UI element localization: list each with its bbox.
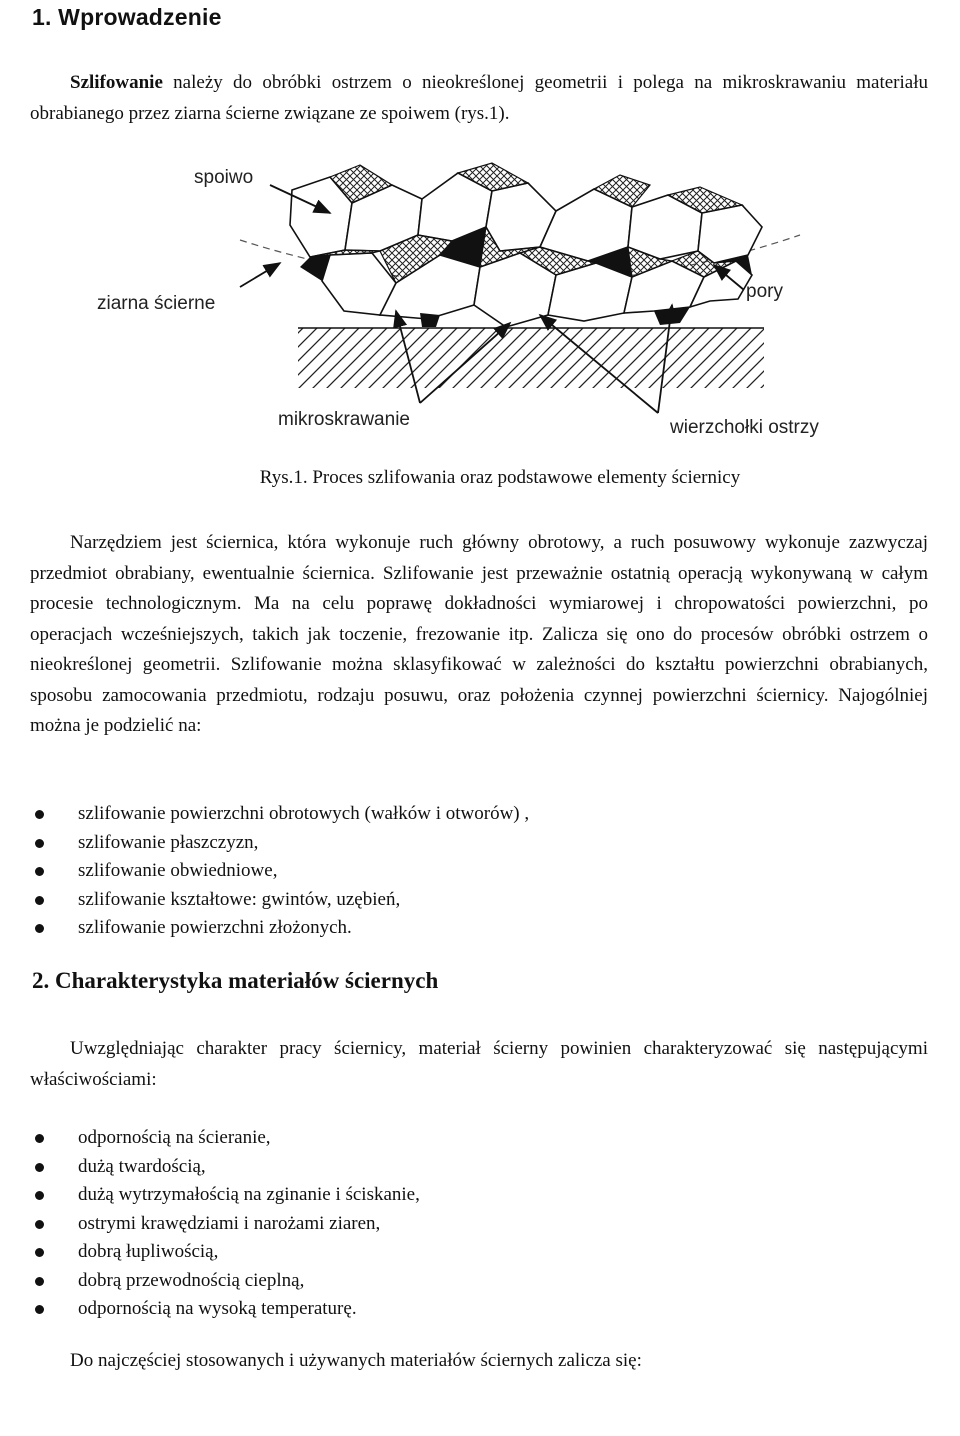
label-spoiwo: spoiwo [194, 167, 254, 188]
list-item: ostrymi krawędziami i narożami ziaren, [30, 1210, 420, 1239]
list-item: odpornością na ścieranie, [30, 1124, 420, 1153]
bullet-icon [35, 896, 44, 905]
figure-caption: Rys.1. Proces szlifowania oraz podstawowe elementy ściernicy [259, 467, 741, 488]
list-item: szlifowanie płaszczyzn, [30, 829, 529, 858]
bullet-icon [35, 1163, 44, 1172]
list-item: dobrą przewodnością cieplną, [30, 1267, 420, 1296]
bullet-icon [35, 1305, 44, 1314]
list-item: szlifowanie powierzchni złożonych. [30, 914, 529, 943]
bullet-icon [35, 867, 44, 876]
bullet-icon [35, 810, 44, 819]
arrow-ziarna [240, 263, 280, 287]
abrasive-properties-list [30, 1124, 420, 1324]
label-pory: pory [746, 281, 783, 302]
bullet-icon [35, 1220, 44, 1229]
workpiece-hatch [298, 328, 764, 388]
closing-paragraph: Do najczęściej stosowanych i używanych materiałów ściernych zalicza się: [70, 1350, 642, 1371]
list-item: odpornością na wysoką temperaturę. [30, 1295, 420, 1324]
intro-bold-term: Szlifowanie [70, 72, 163, 93]
section-1-heading: 1. Wprowadzenie [32, 4, 222, 30]
bullet-icon [35, 924, 44, 933]
grinding-types-list [30, 800, 529, 943]
paragraph-abrasive-properties: Uwzględniając charakter pracy ściernicy, materiał ścierny powinien charakteryzować się następującymi właściwościami: [30, 1038, 928, 1090]
label-ziarna-scierne: ziarna ścierne [97, 293, 216, 314]
list-item: szlifowanie powierzchni obrotowych (wałków i otworów) , [30, 800, 529, 829]
list-item: dużą twardością, [30, 1153, 420, 1182]
bullet-icon [35, 1277, 44, 1286]
label-mikroskrawanie: mikroskrawanie [278, 409, 410, 430]
bullet-icon [35, 839, 44, 848]
list-item: szlifowanie kształtowe: gwintów, uzębień, [30, 886, 529, 915]
list-item: szlifowanie obwiedniowe, [30, 857, 529, 886]
label-wierzcholki-ostrzy: wierzchołki ostrzy [670, 417, 819, 438]
grinding-figure [0, 155, 960, 460]
intro-paragraph [30, 68, 928, 129]
paragraph-grinding-description: Narzędziem jest ściernica, która wykonuje ruch główny obrotowy, a ruch posuwowy wykonuje zazwyczaj przedmiot obrabiany, ewentualnie ściernica. Szlifowanie jest przeważnie ostatnią operacją wykonywaną w całym procesie technologicznym. Ma na celu poprawę dokładności wymiarowej i chropowatości powierzchni, po operacjach wcześniejszych, takich jak toczenie, frezowanie itp. Zalicza się ono do procesów obróbki ostrzem o nieokreślonej geometrii. Szlifowanie można sklasyfikować w zależności do kształtu powierzchni obrabianych, sposobu zamocowania przedmiotu, rodzaju posuwu, oraz położenia czynnej powierzchni ściernicy. Najogólniej można je podzielić na: [30, 532, 928, 736]
list-item: dobrą łupliwością, [30, 1238, 420, 1267]
section-2-heading: 2. Charakterystyka materiałów ściernych [32, 968, 439, 993]
bullet-icon [35, 1248, 44, 1257]
intro-text: należy do obróbki ostrzem o nieokreślonej geometrii i polega na mikroskrawaniu materiału obrabianego przez ziarna ścierne związane ze spoiwem (rys.1). [30, 72, 928, 124]
bullet-icon [35, 1191, 44, 1200]
list-item: dużą wytrzymałością na zginanie i ściskanie, [30, 1181, 420, 1210]
bullet-icon [35, 1134, 44, 1143]
